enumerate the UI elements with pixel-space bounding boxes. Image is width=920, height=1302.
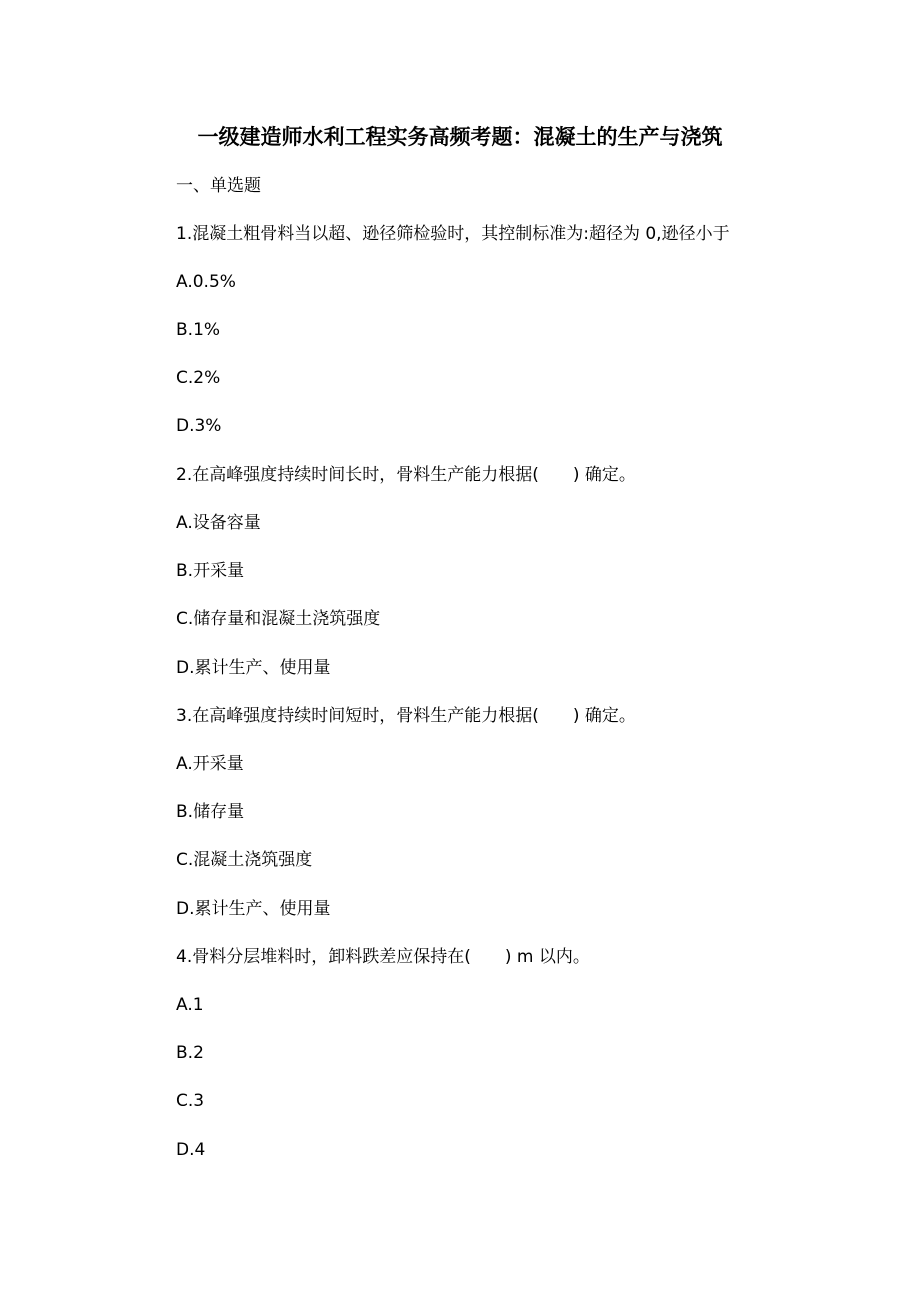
answer-option: D.4 [176,1140,206,1160]
answer-option: C.储存量和混凝土浇筑强度 [176,609,381,629]
answer-option: C.2% [176,368,221,388]
question-stem: 4.骨料分层堆料时，卸料跌差应保持在( ) m 以内。 [176,947,590,967]
answer-option: D.累计生产、使用量 [176,658,331,678]
answer-option: B.2 [176,1043,204,1063]
answer-option: A.开采量 [176,754,244,774]
answer-option: B.1% [176,320,221,340]
question-stem: 1.混凝土粗骨料当以超、逊径筛检验时，其控制标准为:超径为 0,逊径小于 [176,224,730,244]
page-title: 一级建造师水利工程实务高频考题：混凝土的生产与浇筑 [197,125,723,149]
answer-option: B.储存量 [176,802,245,822]
question-stem: 3.在高峰强度持续时间短时，骨料生产能力根据( ) 确定。 [176,706,636,726]
answer-option: D.累计生产、使用量 [176,899,331,919]
answer-option: A.1 [176,995,204,1015]
answer-option: C.混凝土浇筑强度 [176,850,313,870]
answer-option: D.3% [176,416,222,436]
question-stem: 2.在高峰强度持续时间长时，骨料生产能力根据( ) 确定。 [176,465,636,485]
answer-option: A.0.5% [176,272,236,292]
section-heading: 一、单选题 [176,176,261,196]
answer-option: C.3 [176,1091,205,1111]
answer-option: A.设备容量 [176,513,261,533]
answer-option: B.开采量 [176,561,245,581]
